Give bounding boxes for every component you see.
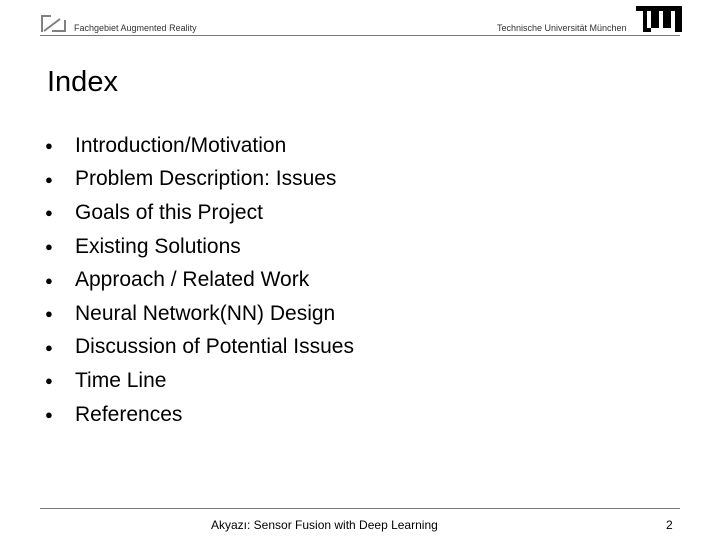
bullet-icon: ● [45, 272, 53, 288]
header-left-label: Fachgebiet Augmented Reality [74, 23, 197, 33]
list-item-label: Goals of this Project [75, 200, 263, 224]
bullet-icon: ● [45, 239, 53, 255]
bullet-icon: ● [45, 171, 53, 187]
list-item-label: Problem Description: Issues [75, 167, 337, 191]
tum-logo-icon [636, 6, 682, 32]
bullet-icon: ● [45, 373, 53, 389]
list-item-label: Approach / Related Work [75, 268, 310, 292]
list-item [45, 364, 354, 398]
far-logo-icon [40, 14, 68, 34]
bullet-icon: ● [45, 339, 53, 355]
bullet-icon: ● [45, 306, 53, 322]
list-item-label: Neural Network(NN) Design [75, 301, 336, 325]
list-item-label: Discussion of Potential Issues [75, 335, 354, 359]
page-number: 2 [666, 518, 673, 532]
bullet-icon: ● [45, 407, 53, 423]
list-item [45, 398, 354, 432]
list-item-label: Time Line [75, 368, 167, 392]
list-item [45, 331, 354, 365]
footer-caption: Akyazı: Sensor Fusion with Deep Learning [211, 518, 438, 532]
list-item [45, 129, 354, 163]
bullet-icon: ● [45, 205, 53, 221]
list-item [45, 163, 354, 197]
header-rule [40, 35, 680, 36]
list-item [45, 263, 354, 297]
header-left [40, 14, 68, 34]
list-item [45, 196, 354, 230]
list-item [45, 230, 354, 264]
bullet-icon: ● [45, 138, 53, 154]
list-item-label: Existing Solutions [75, 234, 241, 258]
list-item [45, 297, 354, 331]
header-right-label: Technische Universität München [497, 23, 627, 33]
list-item-label: Introduction/Motivation [75, 133, 287, 157]
slide-title: Index [47, 66, 118, 98]
index-list [45, 129, 354, 431]
list-item-label: References [75, 402, 183, 426]
footer-rule [40, 508, 680, 509]
